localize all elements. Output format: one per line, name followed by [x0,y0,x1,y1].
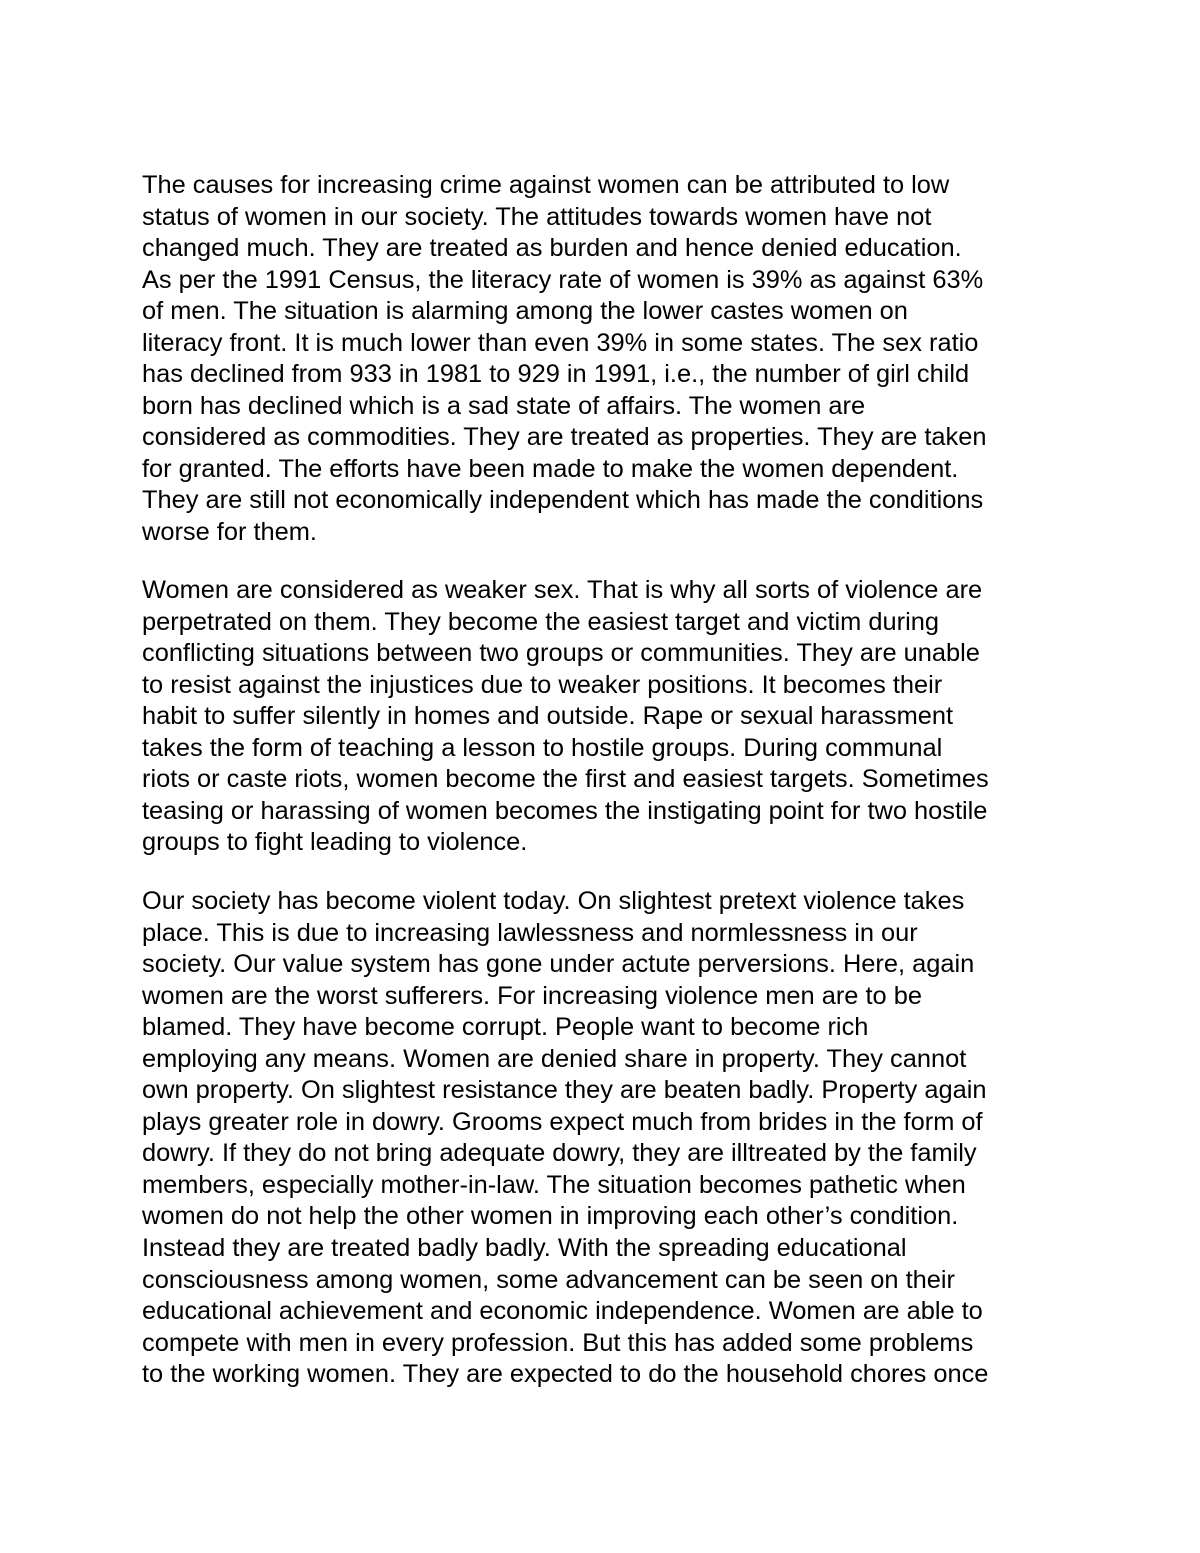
text-line: consciousness among women, some advancement can be seen on their [142,1265,955,1294]
text-line: to the working women. They are expected to do the household chores once [142,1360,989,1389]
text-line: plays greater role in dowry. Grooms expect much from brides in the form of [142,1107,983,1136]
text-line: literacy front. It is much lower than even 39% in some states. The sex ratio [142,328,979,357]
text-line: riots or caste riots, women become the first and easiest targets. Sometimes [142,765,989,794]
text-line: born has declined which is a sad state of affairs. The women are [142,391,866,420]
text-line: They are still not economically independent which has made the conditions [142,486,984,515]
text-line: Our society has become violent today. On slightest pretext violence takes [142,887,965,915]
text-line: status of women in our society. The attitudes towards women have not [142,202,932,231]
text-line: society. Our value system has gone under actute perversions. Here, again [142,950,975,979]
text-line: compete with men in every profession. But this has added some problems [142,1328,974,1357]
paragraph-3 [142,886,1082,1391]
text-line: Women are considered as weaker sex. That is why all sorts of violence are [142,576,983,604]
text-line: own property. On slightest resistance they are beaten badly. Property again [142,1076,987,1105]
text-line: place. This is due to increasing lawlessness and normlessness in our [142,918,918,947]
text-line: As per the 1991 Census, the literacy rate of women is 39% as against 63% [142,265,984,294]
text-line: to resist against the injustices due to weaker positions. It becomes their [142,670,943,699]
text-line: worse for them. [142,518,317,547]
text-line: has declined from 933 in 1981 to 929 in 1991, i.e., the number of girl child [142,360,970,389]
text-line: for granted. The efforts have been made to make the women dependent. [142,454,959,483]
text-line: changed much. They are treated as burden and hence denied education. [142,234,962,263]
text-line: of men. The situation is alarming among the lower castes women on [142,297,908,326]
text-line: takes the form of teaching a lesson to hostile groups. During communal [142,733,943,762]
text-line: teasing or harassing of women becomes the instigating point for two hostile [142,796,988,825]
text-line: dowry. If they do not bring adequate dowry, they are illtreated by the family [142,1139,977,1168]
paragraph-1 [142,170,1082,549]
text-line: members, especially mother-in-law. The situation becomes pathetic when [142,1170,966,1199]
text-line: blamed. They have become corrupt. People want to become rich [142,1013,869,1042]
text-line: considered as commodities. They are treated as properties. They are taken [142,423,987,452]
text-line: Instead they are treated badly badly. With the spreading educational [142,1234,907,1263]
text-line: conflicting situations between two groups or communities. They are unable [142,639,980,668]
text-line: women do not help the other women in improving each other’s condition. [142,1202,959,1231]
text-line: employing any means. Women are denied share in property. They cannot [142,1044,967,1073]
text-line: habit to suffer silently in homes and outside. Rape or sexual harassment [142,702,954,731]
paragraph-2 [142,575,1082,859]
text-line: The causes for increasing crime against women can be attributed to low [142,171,950,199]
text-line: groups to fight leading to violence. [142,828,528,857]
text-line: educational achievement and economic independence. Women are able to [142,1297,983,1326]
text-line: women are the worst sufferers. For increasing violence men are to be [142,981,922,1010]
text-line: perpetrated on them. They become the easiest target and victim during [142,607,939,636]
